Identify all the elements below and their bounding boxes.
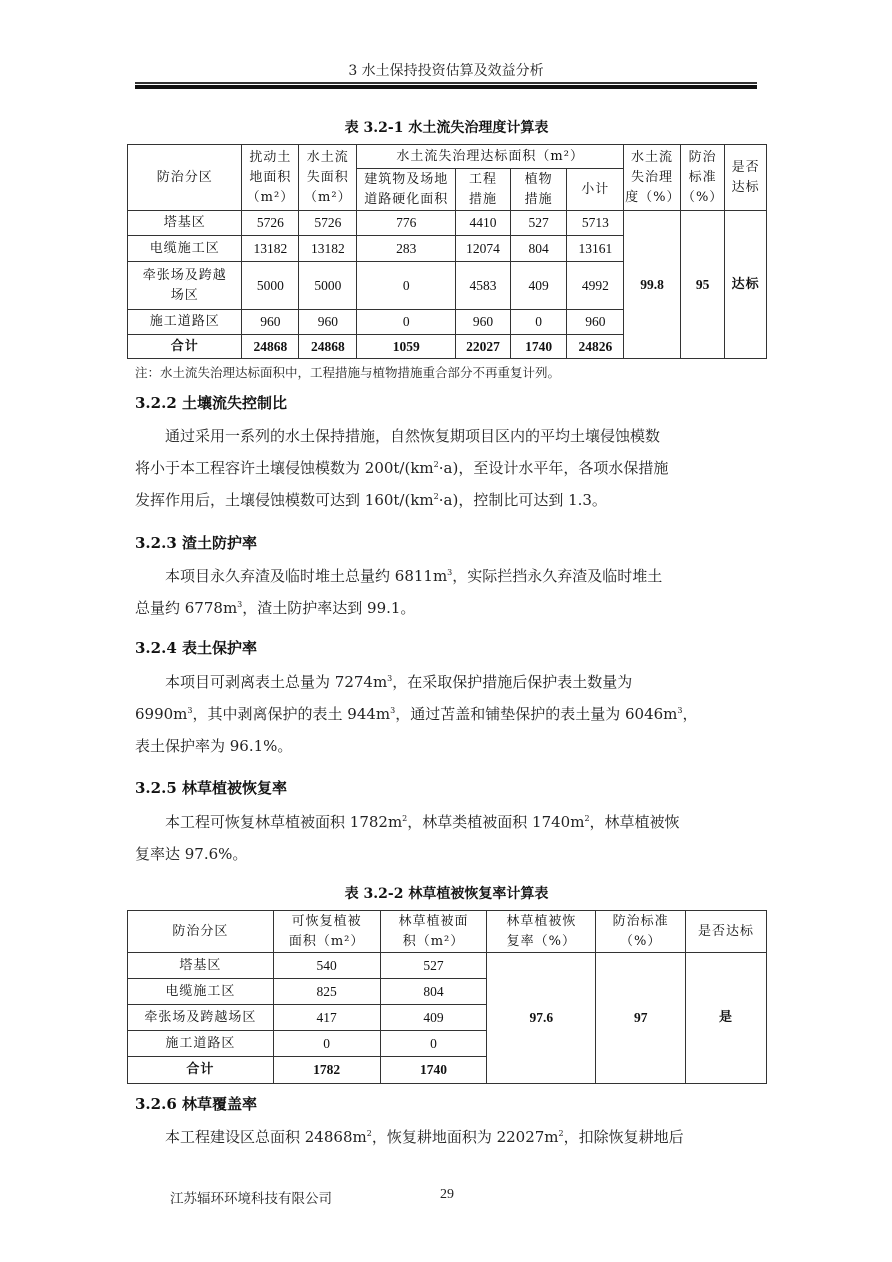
header-line: 标准 [688,169,717,185]
header-rule [135,82,757,84]
superscript: 3 [447,568,453,577]
cell-disturbed: 24868 [242,335,299,359]
cell-zone: 电缆施工区 [128,236,242,262]
cell-erosion: 5726 [299,211,357,236]
cell-disturbed: 5000 [242,262,299,310]
cell-plant: 409 [510,262,567,310]
text-run: ，其中剥离保护的表土 944m [192,705,391,723]
header-line: 道路硬化面积 [364,191,449,207]
superscript: 2 [402,814,408,823]
cell-engineering: 4583 [456,262,511,310]
cell-plant: 1740 [510,335,567,359]
header-line: 防治 [688,149,717,165]
cell-standard: 95 [680,211,724,359]
header-treatment-degree [624,145,681,211]
header-zone: 防治分区 [128,145,242,211]
cell-disturbed: 960 [242,310,299,335]
header-treated-area: 水土流失治理达标面积（m²） [357,145,624,169]
text-line: 复率达 97.6%。 [135,845,248,863]
cell-reached: 是 [686,953,767,1084]
header-vegetation-area [380,911,487,953]
header-line: 扰动土 [249,149,292,165]
text-run: ， [682,705,698,723]
cell-engineering: 4410 [456,211,511,236]
header-rule-thick [135,85,757,89]
header-line: 积（m²） [402,933,465,949]
cell-zone: 塔基区 [128,211,242,236]
cell-erosion: 24868 [299,335,357,359]
header-line: 防治标准 [612,913,669,929]
superscript: 2 [366,1129,372,1138]
cell-building: 776 [357,211,456,236]
superscript: 3 [390,706,396,715]
cell-disturbed: 5726 [242,211,299,236]
zone-line: 场区 [170,287,199,303]
superscript: 2 [433,460,439,469]
header-line: （m²） [246,189,295,205]
header-line: 失面积 [306,169,349,185]
text-run: 6990m [135,705,188,723]
cell-vegetation: 0 [380,1031,487,1057]
zone-line: 牵张场及跨越 [142,267,227,283]
header-line: 面积（m²） [288,933,365,949]
header-line: （m²） [304,189,352,205]
cell-subtotal: 4992 [567,262,624,310]
header-reached: 是否达标 [686,911,767,953]
text-run: 总量约 6778m [135,599,238,617]
superscript: 2 [584,814,590,823]
header-line: 林草植被面 [398,913,469,929]
cell-restorable: 417 [273,1005,380,1031]
header-line: 植物 [524,171,553,187]
cell-vegetation: 1740 [380,1057,487,1084]
table-row [128,953,767,979]
text-line [135,806,757,838]
superscript: 3 [387,674,393,683]
section-title-3-2-6: 3.2.6 林草覆盖率 [135,1095,257,1113]
cell-restorable: 825 [273,979,380,1005]
cell-zone: 合计 [128,1057,274,1084]
cell-building: 283 [357,236,456,262]
header-recovery-rate [487,911,596,953]
section-title-3-2-2: 3.2.2 土壤流失控制比 [135,394,287,412]
cell-plant: 527 [510,211,567,236]
text-run: ，通过苫盖和铺垫保护的表土量为 6046m [395,705,678,723]
superscript: 3 [187,706,193,715]
table-vegetation-recovery [127,910,767,1084]
text-line [135,484,757,516]
text-line [135,666,757,698]
text-line: 通过采用一系列的水土保持措施，自然恢复期项目区内的平均土壤侵蚀模数 [165,427,661,445]
cell-zone: 合计 [128,335,242,359]
header-line: 水土流 [306,149,349,165]
text-run: ，恢复耕地面积为 22027m [371,1128,559,1146]
text-line: 表土保护率为 96.1%。 [135,737,293,755]
header-line: 是否 [731,159,760,175]
cell-building: 0 [357,310,456,335]
page-number: 29 [440,1187,454,1202]
cell-vegetation: 804 [380,979,487,1005]
header-plant [510,169,567,211]
header-line: 失治理 [631,169,674,185]
cell-engineering: 22027 [456,335,511,359]
header-erosion-area [299,145,357,211]
cell-restorable: 1782 [273,1057,380,1084]
paragraph-3-2-3 [135,560,757,624]
cell-zone [128,262,242,310]
paragraph-3-2-4 [135,666,757,762]
cell-subtotal: 24826 [567,335,624,359]
header-building [357,169,456,211]
text-line [135,1121,757,1153]
header-line: 度（%） [625,189,681,205]
superscript: 2 [558,1129,564,1138]
section-title-3-2-5: 3.2.5 林草植被恢复率 [135,779,287,797]
cell-restorable: 540 [273,953,380,979]
paragraph-3-2-6 [135,1121,757,1153]
header-restorable-area [273,911,380,953]
cell-treatment-degree: 99.8 [624,211,681,359]
cell-building: 1059 [357,335,456,359]
header-line: 复率（%） [506,933,576,949]
table1-note: 注：水土流失治理达标面积中，工程措施与植物措施重合部分不再重复计列。 [135,365,561,380]
text-run: ，林草植被恢 [589,813,680,831]
text-run: ·a)，至设计水平年，各项水保措施 [438,459,669,477]
header-line: 达标 [731,179,760,195]
superscript: 2 [433,492,439,501]
text-run: 本工程建设区总面积 24868m [165,1128,367,1146]
header-line: 水土流 [631,149,674,165]
text-line [135,698,757,730]
text-run: ·a)，控制比可达到 1.3。 [438,491,607,509]
cell-subtotal: 5713 [567,211,624,236]
cell-recovery-rate: 97.6 [487,953,596,1084]
header-line: 地面积 [249,169,292,185]
cell-plant: 804 [510,236,567,262]
chapter-header: 3 水土保持投资估算及效益分析 [348,63,544,79]
header-line: 措施 [469,191,498,207]
text-run: 发挥作用后，土壤侵蚀模数可达到 160t/(km [135,491,434,509]
text-line [135,592,757,624]
text-line [135,452,757,484]
header-zone: 防治分区 [128,911,274,953]
cell-zone: 电缆施工区 [128,979,274,1005]
footer-company: 江苏辐环环境科技有限公司 [170,1191,332,1207]
text-run: 本项目永久弃渣及临时堆土总量约 6811m [165,567,448,585]
superscript: 3 [237,600,243,609]
text-run: ，扣除恢复耕地后 [563,1128,684,1146]
table1-caption: 表 3.2-1 水土流失治理度计算表 [344,120,549,136]
header-engineering [456,169,511,211]
header-subtotal: 小计 [567,169,624,211]
cell-restorable: 0 [273,1031,380,1057]
cell-plant: 0 [510,310,567,335]
cell-subtotal: 13161 [567,236,624,262]
header-disturbed-area [242,145,299,211]
table2-caption: 表 3.2-2 林草植被恢复率计算表 [344,886,549,902]
cell-zone: 塔基区 [128,953,274,979]
header-line: （%） [620,933,662,949]
section-title-3-2-3: 3.2.3 渣土防护率 [135,534,257,552]
cell-erosion: 960 [299,310,357,335]
section-title-3-2-4: 3.2.4 表土保护率 [135,639,257,657]
header-reached [725,145,767,211]
cell-vegetation: 409 [380,1005,487,1031]
header-line: 林草植被恢 [506,913,577,929]
text-run: 本项目可剥离表土总量为 7274m [165,673,388,691]
paragraph-3-2-2 [135,420,757,516]
header-line: 可恢复植被 [291,913,362,929]
cell-vegetation: 527 [380,953,487,979]
text-run: ，实际拦挡永久弃渣及临时堆土 [452,567,663,585]
table2-header-row [128,911,767,953]
table-row [128,211,767,236]
superscript: 3 [677,706,683,715]
cell-subtotal: 960 [567,310,624,335]
cell-engineering: 12074 [456,236,511,262]
text-run: ，林草类植被面积 1740m [407,813,585,831]
table-erosion-treatment [127,144,767,359]
text-run: 将小于本工程容许土壤侵蚀模数为 200t/(km [135,459,434,477]
header-line: 建筑物及场地 [364,171,449,187]
header-standard [680,145,724,211]
header-line: 措施 [524,191,553,207]
header-standard [596,911,686,953]
header-line: 工程 [469,171,498,187]
paragraph-3-2-5 [135,806,757,870]
text-line [135,560,757,592]
cell-building: 0 [357,262,456,310]
cell-reached: 达标 [725,211,767,359]
text-run: ，渣土防护率达到 99.1。 [242,599,416,617]
text-run: 本工程可恢复林草植被面积 1782m [165,813,403,831]
cell-zone: 施工道路区 [128,1031,274,1057]
cell-zone: 牵张场及跨越场区 [128,1005,274,1031]
cell-zone: 施工道路区 [128,310,242,335]
cell-disturbed: 13182 [242,236,299,262]
table1-header-row [128,145,767,169]
cell-engineering: 960 [456,310,511,335]
text-run: ，在采取保护措施后保护表土数量为 [392,673,633,691]
cell-erosion: 5000 [299,262,357,310]
cell-standard: 97 [596,953,686,1084]
cell-erosion: 13182 [299,236,357,262]
header-line: （%） [681,189,724,205]
